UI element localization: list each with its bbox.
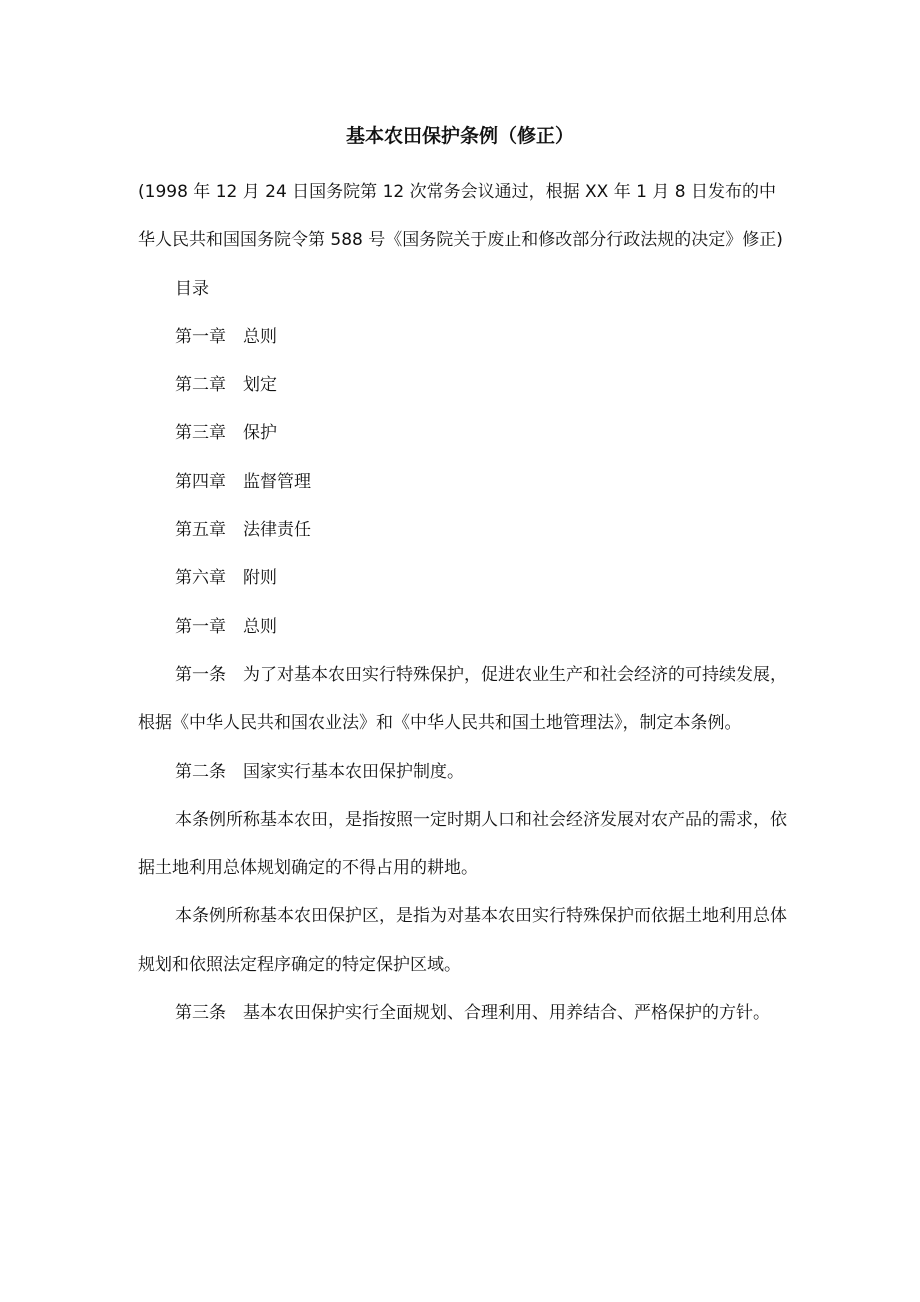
toc-chapter-name: 总则 (243, 326, 277, 347)
toc-item (138, 361, 792, 409)
toc-chapter-name: 划定 (243, 375, 277, 396)
article-label: 第二条 (175, 761, 226, 782)
toc-chapter-name: 监督管理 (243, 471, 311, 492)
document-body (138, 168, 792, 1037)
article-label: 第三条 (175, 1003, 226, 1024)
document-title: 基本农田保护条例（修正） (345, 125, 574, 147)
toc-item (138, 313, 792, 361)
toc-item (138, 458, 792, 506)
article-3 (138, 989, 792, 1037)
toc-chapter-number: 第三章 (175, 423, 226, 444)
toc-chapter-number: 第六章 (175, 568, 226, 589)
paragraph-basic-farmland-definition: 本条例所称基本农田，是指按照一定时期人口和社会经济发展对农产品的需求，依据土地利用总体规划确定的不得占用的耕地。 (138, 809, 787, 879)
toc-heading: 目录 (175, 278, 209, 299)
toc-chapter-name: 附则 (243, 568, 277, 589)
toc-chapter-number: 第二章 (175, 375, 226, 396)
toc-chapter-number: 第一章 (175, 326, 226, 347)
paragraph-protection-zone-definition: 本条例所称基本农田保护区，是指为对基本农田实行特殊保护而依据土地利用总体规划和依照法定程序确定的特定保护区域。 (138, 906, 787, 975)
article-text: 为了对基本农田实行特殊保护，促进农业生产和社会经济的可持续发展，根据《中华人民共和国农业法》和《中华人民共和国土地管理法》，制定本条例。 (138, 664, 787, 734)
chapter-heading (138, 603, 792, 651)
toc-chapter-number: 第四章 (175, 471, 226, 492)
toc-item (138, 554, 792, 602)
toc-item (138, 409, 792, 457)
toc-item (138, 506, 792, 554)
toc-chapter-number: 第五章 (175, 520, 226, 541)
article-1 (138, 651, 792, 748)
toc-chapter-name: 保护 (243, 423, 277, 444)
chapter-name: 总则 (243, 616, 277, 637)
preamble: (1998 年 12 月 24 日国务院第 12 次常务会议通过，根据 XX 年 1 月 8 日发布的中华人民共和国国务院令第 588 号《国务院关于废止和修改部分行政法规的决定》修正) (138, 182, 783, 251)
chapter-number: 第一章 (175, 616, 226, 637)
article-2 (138, 748, 792, 796)
article-text: 基本农田保护实行全面规划、合理利用、用养结合、严格保护的方针。 (243, 1003, 770, 1024)
article-label: 第一条 (175, 664, 226, 685)
toc-chapter-name: 法律责任 (243, 520, 311, 541)
article-text: 国家实行基本农田保护制度。 (243, 761, 464, 782)
